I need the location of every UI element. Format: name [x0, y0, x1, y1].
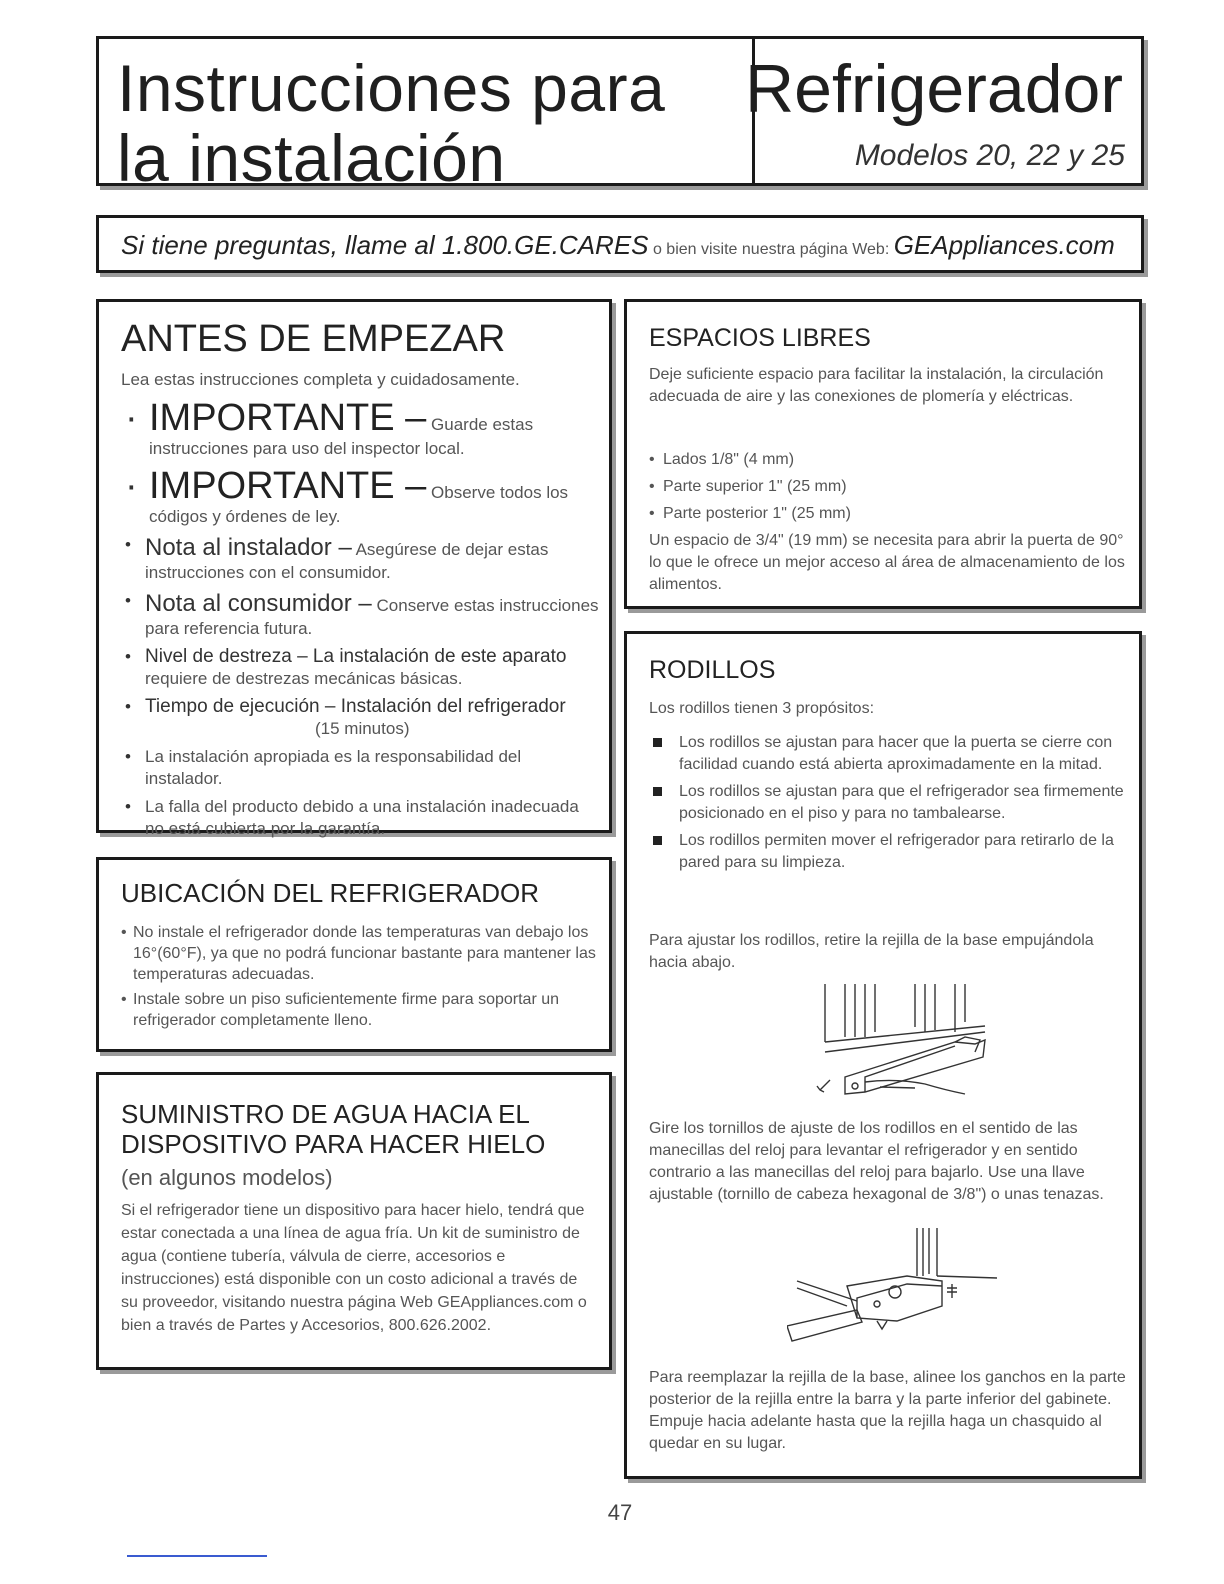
item-text: Los rodillos permiten mover el refrigerador para retirarlo de la pared para su limpieza. [679, 832, 1114, 871]
espacios-intro: Deje suficiente espacio para facilitar la instalación, la circulación adecuada de aire y las conexiones de plomería y eléctricas. [649, 366, 1104, 405]
espacios-list [649, 446, 851, 527]
bullet-icon: • [125, 797, 131, 816]
bullet-icon: • [649, 451, 655, 468]
contact-question: Si tiene preguntas, llame al 1.800.GE.CARES [121, 230, 649, 260]
page-title [117, 53, 665, 193]
list-item [119, 590, 599, 640]
bullet-icon: • [649, 478, 655, 495]
list-item [119, 466, 599, 528]
list-item [649, 446, 851, 473]
espacios-title: ESPACIOS LIBRES [649, 324, 871, 352]
bullet-icon: • [125, 647, 131, 666]
rodillos-title: RODILLOS [649, 656, 776, 684]
square-bullet-icon [653, 787, 662, 796]
bullet-icon: • [125, 697, 131, 716]
item-text: requiere de destrezas mecánicas básicas. [145, 669, 463, 688]
contact-website-link[interactable]: GEAppliances.com [893, 230, 1115, 260]
title-box [96, 36, 755, 195]
square-bullet-icon [653, 738, 662, 747]
item-lead: Nota al consumidor – [145, 590, 372, 617]
list-item [119, 696, 599, 740]
item-text: Guarde estas instrucciones para uso del inspector local. [149, 415, 534, 458]
contact-line [121, 230, 1115, 261]
rodillos-paragraph-2: Para ajustar los rodillos, retire la rejilla de la base empujándola hacia abajo. [649, 932, 1094, 971]
item-lead: Nota al instalador – [145, 534, 352, 561]
suministro-title: SUMINISTRO DE AGUA HACIA EL DISPOSITIVO PARA HACER HIELO [121, 1099, 546, 1159]
bullet-icon: • [125, 747, 131, 766]
contact-middle: o bien visite nuestra página Web: [648, 241, 894, 258]
models-label: Modelos 20, 22 y 25 [854, 139, 1125, 172]
antes-title: ANTES DE EMPEZAR [121, 318, 506, 360]
item-text: No instale el refrigerador donde las temperaturas van debajo los 16°(60°F), ya que no podrá funcionar bastante para mantener las temperaturas adecuadas. [133, 924, 596, 983]
roller-adjust-illustration [787, 1226, 1002, 1356]
suministro-body: Si el refrigerador tiene un dispositivo para hacer hielo, tendrá que estar conectada a una línea de agua fría. Un kit de suministro de agua (contiene tubería, válvula de cierre, accesorios e instrucciones) está disponible con un costo adicional a través de su proveedor, visitando nuestra página Web GEAppliances.com o bien a través de Partes y Accesorios, 800.626.2002. [121, 1202, 587, 1334]
square-bullet-icon [653, 836, 662, 845]
list-item [649, 732, 1129, 776]
bullet-icon: · [125, 397, 138, 439]
antes-intro: Lea estas instrucciones completa y cuidadosamente. [121, 370, 520, 389]
item-text: La falla del producto debido a una instalación inadecuada no está cubierta por la garantía. [145, 797, 579, 838]
antes-section [96, 299, 612, 838]
product-title: Refrigerador [745, 51, 1123, 127]
bullet-icon: • [121, 991, 127, 1008]
espacios-section [624, 299, 1142, 609]
list-item [119, 398, 599, 460]
bullet-icon: • [125, 535, 131, 554]
bullet-icon: · [125, 465, 138, 507]
ubicacion-title: UBICACIÓN DEL REFRIGERADOR [121, 878, 539, 908]
title-line-2: la instalación [117, 121, 506, 195]
rodillos-paragraph-4: Para reemplazar la rejilla de la base, alinee los ganchos en la parte posterior de la rejilla entre la barra y la parte inferior del gabinete. Empuje hacia adelante hasta que la rejilla haga un chasquido al quedar en su lugar. [649, 1369, 1126, 1452]
base-grille-illustration [805, 982, 995, 1112]
item-text: Lados 1/8" (4 mm) [663, 451, 795, 468]
item-lead: IMPORTANTE – [149, 397, 427, 439]
item-text: La instalación apropiada es la responsabilidad del instalador. [145, 747, 522, 788]
item-text: Conserve estas instrucciones para referencia futura. [145, 596, 599, 638]
list-item [649, 473, 851, 500]
product-box [745, 36, 1144, 186]
list-item [649, 500, 851, 527]
list-item [119, 746, 599, 790]
contact-bar [96, 215, 1144, 273]
rodillos-list [649, 732, 1129, 879]
item-lead: Tiempo de ejecución – Instalación del refrigerador [145, 696, 566, 717]
item-text: Instale sobre un piso suficientemente firme para soportar un refrigerador completamente lleno. [133, 991, 560, 1029]
item-text: Parte posterior 1" (25 mm) [663, 505, 851, 522]
rodillos-intro: Los rodillos tienen 3 propósitos: [649, 700, 875, 717]
item-text: (15 minutos) [315, 719, 410, 738]
footer-line [127, 1555, 267, 1557]
suministro-subtitle: (en algunos modelos) [121, 1165, 333, 1190]
ubicacion-list [121, 922, 597, 1035]
rodillos-paragraph-3: Gire los tornillos de ajuste de los rodillos en el sentido de las manecillas del reloj para levantar el refrigerador y en sentido contrario a las manecillas del reloj para bajarlo. Use una llave ajustable (tornillo de cabeza hexagonal de 3/8") o unas tenazas. [649, 1120, 1104, 1203]
page-number: 47 [607, 1500, 633, 1525]
item-text: Asegúrese de dejar estas instrucciones con el consumidor. [145, 540, 549, 582]
espacios-outro: Un espacio de 3/4" (19 mm) se necesita para abrir la puerta de 90° lo que le ofrece un mejor acceso al área de almacenamiento de los alimentos. [649, 532, 1125, 593]
item-text: Parte superior 1" (25 mm) [663, 478, 847, 495]
list-item [119, 796, 599, 840]
bullet-icon: • [649, 505, 655, 522]
item-lead: IMPORTANTE – [149, 465, 427, 507]
list-item [119, 534, 599, 584]
list-item [121, 989, 597, 1031]
list-item [649, 781, 1129, 825]
list-item [119, 646, 599, 690]
list-item [649, 830, 1129, 874]
ubicacion-section [96, 857, 612, 1052]
rodillos-section [624, 631, 1142, 1479]
suministro-section [96, 1072, 612, 1370]
item-text: Los rodillos se ajustan para que el refrigerador sea firmemente posicionado en el piso y para no tambalearse. [679, 783, 1124, 822]
bullet-icon: • [125, 591, 131, 610]
item-text: Los rodillos se ajustan para hacer que la puerta se cierre con facilidad cuando está abierta aproximadamente en la mitad. [679, 734, 1113, 773]
item-text: Observe todos los códigos y órdenes de ley. [149, 483, 569, 526]
list-item [121, 922, 597, 985]
title-line-1: Instrucciones para [117, 51, 666, 125]
antes-list [119, 398, 599, 846]
item-lead: Nivel de destreza – La instalación de este aparato [145, 646, 567, 667]
bullet-icon: • [121, 924, 127, 941]
